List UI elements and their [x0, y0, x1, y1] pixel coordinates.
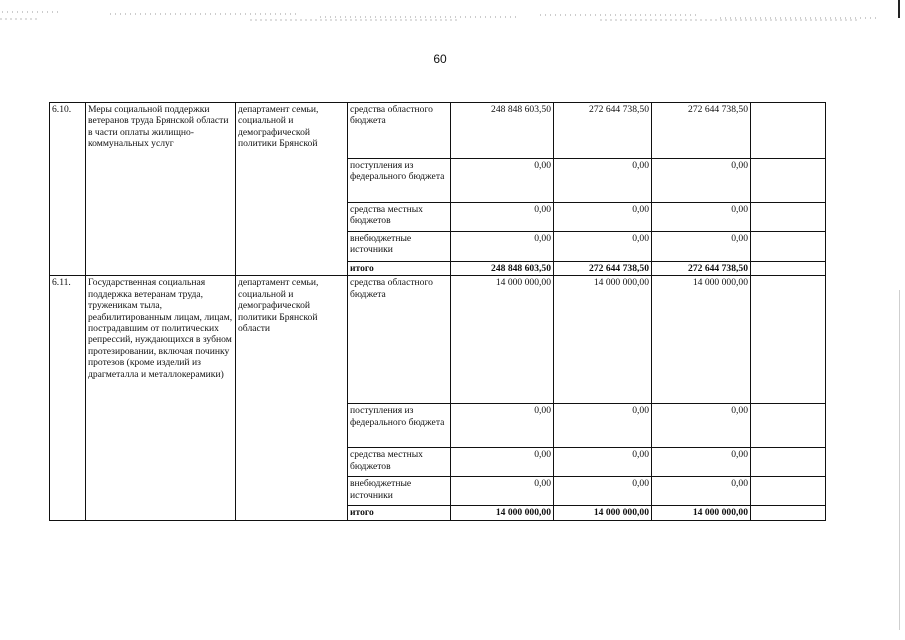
empty-cell [751, 404, 826, 448]
executor: департамент семьи, социальной и демографической политики Брянской [236, 103, 348, 276]
source-label: средства областного бюджета [348, 103, 451, 159]
measure-name: Меры социальной поддержки ветеранов труда Брянской области в части оплаты жилищно-коммунальных услуг [86, 103, 236, 276]
amount-cell: 14 000 000,00 [554, 276, 652, 404]
amount-cell: 0,00 [554, 404, 652, 448]
scan-noise-top [0, 8, 905, 22]
amount-cell: 248 848 603,50 [451, 103, 554, 159]
empty-cell [751, 103, 826, 159]
empty-cell [751, 232, 826, 262]
item-number: 6.10. [50, 103, 86, 276]
amount-cell: 0,00 [554, 448, 652, 477]
amount-cell: 0,00 [554, 232, 652, 262]
empty-cell [751, 276, 826, 404]
source-label: поступления из федерального бюджета [348, 404, 451, 448]
measure-name: Государственная социальная поддержка ветеранам труда, труженикам тыла, реабилитированным лицам, лицам, пострадавшим от политических репрессий, нуждающихся в зубном протезировании, включая починку протезов (кроме изделий из драгметалла и металлокерамики) [86, 276, 236, 520]
source-label: средства местных бюджетов [348, 203, 451, 232]
scan-edge-line [899, 290, 900, 630]
amount-cell: 14 000 000,00 [652, 276, 751, 404]
total-label: итого [348, 506, 451, 520]
source-label: внебюджетные источники [348, 232, 451, 262]
total-amount: 14 000 000,00 [451, 506, 554, 520]
amount-cell: 272 644 738,50 [554, 103, 652, 159]
amount-cell: 14 000 000,00 [451, 276, 554, 404]
amount-cell: 272 644 738,50 [652, 103, 751, 159]
empty-cell [751, 203, 826, 232]
total-amount: 14 000 000,00 [554, 506, 652, 520]
item-number: 6.11. [50, 276, 86, 520]
amount-cell: 0,00 [652, 404, 751, 448]
total-amount: 248 848 603,50 [451, 262, 554, 276]
amount-cell: 0,00 [652, 232, 751, 262]
amount-cell: 0,00 [451, 448, 554, 477]
amount-cell: 0,00 [652, 448, 751, 477]
amount-cell: 0,00 [554, 477, 652, 506]
total-amount: 272 644 738,50 [554, 262, 652, 276]
source-label: поступления из федерального бюджета [348, 159, 451, 203]
empty-cell [751, 506, 826, 520]
page-number: 60 [433, 52, 447, 66]
source-label: внебюджетные источники [348, 477, 451, 506]
amount-cell: 0,00 [451, 477, 554, 506]
table-row [50, 276, 826, 404]
scan-edge-mark [898, 0, 900, 18]
executor: департамент семьи, социальной и демографической политики Брянской области [236, 276, 348, 520]
budget-table [49, 102, 826, 521]
empty-cell [751, 448, 826, 477]
amount-cell: 0,00 [554, 159, 652, 203]
source-label: средства областного бюджета [348, 276, 451, 404]
amount-cell: 0,00 [451, 159, 554, 203]
table-row [50, 103, 826, 159]
empty-cell [751, 477, 826, 506]
amount-cell: 0,00 [652, 203, 751, 232]
total-amount: 14 000 000,00 [652, 506, 751, 520]
empty-cell [751, 262, 826, 276]
amount-cell: 0,00 [652, 159, 751, 203]
amount-cell: 0,00 [652, 477, 751, 506]
amount-cell: 0,00 [451, 203, 554, 232]
total-amount: 272 644 738,50 [652, 262, 751, 276]
amount-cell: 0,00 [451, 404, 554, 448]
source-label: средства местных бюджетов [348, 448, 451, 477]
empty-cell [751, 159, 826, 203]
amount-cell: 0,00 [554, 203, 652, 232]
total-label: итого [348, 262, 451, 276]
amount-cell: 0,00 [451, 232, 554, 262]
